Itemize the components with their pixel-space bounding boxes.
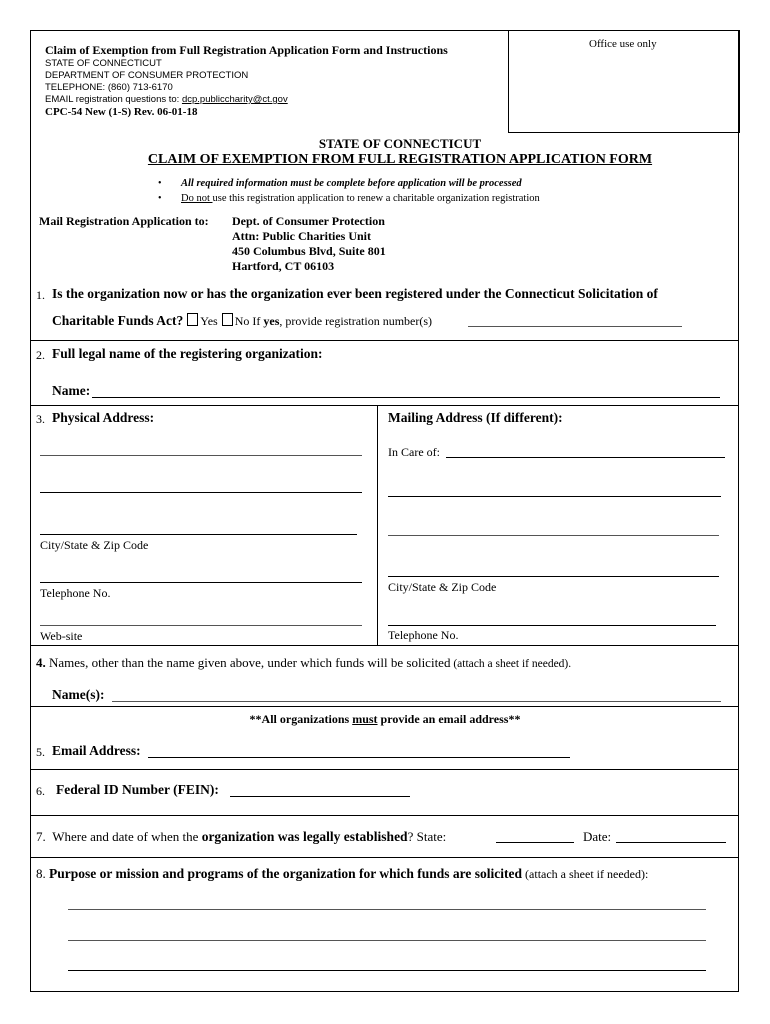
q1-no-label: No <box>234 314 250 328</box>
divider-email-notice <box>30 706 739 707</box>
q2-name-field[interactable] <box>92 397 720 398</box>
divider-q8 <box>30 857 739 858</box>
q4-number: 4. <box>36 655 46 670</box>
header-dept: DEPARTMENT OF CONSUMER PROTECTION <box>45 70 249 81</box>
email-notice <box>0 712 770 727</box>
divider-q7 <box>30 815 739 816</box>
q7-date-field[interactable] <box>616 842 726 843</box>
physical-city-line[interactable] <box>40 534 357 535</box>
divider-q4 <box>30 645 739 646</box>
q7-date-label: Date: <box>583 829 612 844</box>
q3-physical-label: Physical Address: <box>52 410 155 425</box>
q8-answer-line-1[interactable] <box>68 909 706 910</box>
q7-line <box>36 829 446 845</box>
mail-line-2: Attn: Public Charities Unit <box>232 229 371 243</box>
q8-line <box>36 866 648 882</box>
q6-number: 6. <box>36 784 45 798</box>
q3-in-care-of: In Care of: <box>388 445 440 459</box>
q8-number: 8. <box>36 866 46 881</box>
q1-if-yes: yes <box>263 314 280 328</box>
q4-names-field[interactable] <box>112 701 721 702</box>
q1-question-cont: Charitable Funds Act? <box>52 313 184 328</box>
q3-city-right: City/State & Zip Code <box>388 580 497 594</box>
q8-question: Purpose or mission and programs of the organization for which funds are solicited <box>49 866 523 881</box>
header-email-line <box>45 94 288 105</box>
q1-if: If <box>252 314 264 328</box>
mailing-city-line[interactable] <box>388 576 719 577</box>
q3-number: 3. <box>36 412 45 426</box>
email-notice-emph: must <box>352 712 378 726</box>
bullet-2 <box>181 193 540 204</box>
q1-question: Is the organization now or has the organization ever been registered under the Connecticut Solicitation of <box>52 286 658 301</box>
bullet-2-text: use this registration application to renew a charitable organization registration <box>212 193 540 204</box>
q2-number: 2. <box>36 348 45 362</box>
bullet-1: All required information must be complete before application will be processed <box>181 178 522 189</box>
q3-telephone-right: Telephone No. <box>388 628 459 642</box>
q1-registration-number-line[interactable] <box>468 326 682 327</box>
q8-answer-line-3[interactable] <box>68 970 706 971</box>
q5-number: 5. <box>36 745 45 759</box>
q3-telephone-left: Telephone No. <box>40 586 111 600</box>
mail-line-4: Hartford, CT 06103 <box>232 259 335 273</box>
q1-yes-label: Yes <box>200 314 218 328</box>
physical-telephone-line[interactable] <box>40 582 362 583</box>
q2-name-label: Name: <box>52 383 91 398</box>
q1-no-checkbox[interactable] <box>222 313 233 326</box>
website-line[interactable] <box>40 625 362 626</box>
q4-note: (attach a sheet if needed). <box>450 658 572 670</box>
header-state: STATE OF CONNECTICUT <box>45 58 162 69</box>
q2-question: Full legal name of the registering organization: <box>52 346 323 361</box>
bullet-2-emph: Do not <box>181 193 213 204</box>
q8-answer-line-2[interactable] <box>68 940 706 941</box>
in-care-of-field[interactable] <box>446 457 725 458</box>
divider-q2 <box>30 340 739 341</box>
q4-line <box>36 655 571 671</box>
header-email-prefix: EMAIL registration questions to: <box>45 94 182 105</box>
q1-provide: , provide registration number(s) <box>279 314 433 328</box>
q7-state-field[interactable] <box>496 842 574 843</box>
q4-question: Names, other than the name given above, under which funds will be solicited <box>49 655 451 670</box>
divider-q3 <box>30 405 739 406</box>
header-email-link[interactable]: dcp.publiccharity@ct.gov <box>181 94 288 105</box>
email-field[interactable] <box>148 757 570 758</box>
bullet-1-marker: • <box>158 178 162 189</box>
q7-number: 7. <box>36 829 46 844</box>
divider-q6 <box>30 769 739 770</box>
form-border <box>30 30 739 992</box>
mail-line-1: Dept. of Consumer Protection <box>232 214 385 228</box>
q8-note: (attach a sheet if needed): <box>522 867 649 881</box>
fein-field[interactable] <box>230 796 410 797</box>
mailing-telephone-line[interactable] <box>388 625 716 626</box>
q3-column-divider <box>377 405 378 645</box>
physical-address-line-2[interactable] <box>40 492 362 493</box>
mailing-address-line-2[interactable] <box>388 535 719 536</box>
header-telephone: TELEPHONE: (860) 713-6170 <box>45 82 173 93</box>
office-use-label: Office use only <box>589 38 657 50</box>
main-heading: CLAIM OF EXEMPTION FROM FULL REGISTRATION APPLICATION FORM <box>147 152 653 167</box>
mail-to-label: Mail Registration Application to: <box>39 214 209 228</box>
q1-line2 <box>52 313 432 329</box>
q3-mailing-label: Mailing Address (If different): <box>388 410 563 425</box>
q7-state-label: ? State: <box>407 829 447 844</box>
mailing-address-line-1[interactable] <box>388 496 721 497</box>
bullet-2-marker: • <box>158 193 162 204</box>
q3-city-left: City/State & Zip Code <box>40 538 149 552</box>
q4-label: Name(s): <box>52 687 105 702</box>
q3-website: Web-site <box>40 629 83 643</box>
email-notice-suffix: provide an email address** <box>377 712 521 726</box>
mail-line-3: 450 Columbus Blvd, Suite 801 <box>232 244 386 258</box>
q7-text: Where and date of when the <box>52 829 202 844</box>
office-use-box <box>508 30 740 133</box>
q6-label: Federal ID Number (FEIN): <box>56 782 219 797</box>
q7-text-bold: organization was legally established <box>201 829 408 844</box>
email-notice-prefix: **All organizations <box>249 712 353 726</box>
form-code: CPC-54 New (1-S) Rev. 06-01-18 <box>45 106 198 118</box>
q5-label: Email Address: <box>52 743 141 758</box>
q1-number: 1. <box>36 288 45 302</box>
header-title: Claim of Exemption from Full Registration Application Form and Instructions <box>45 43 448 57</box>
physical-address-line-1[interactable] <box>40 455 362 456</box>
q1-yes-checkbox[interactable] <box>187 313 198 326</box>
state-heading: STATE OF CONNECTICUT <box>318 136 482 151</box>
